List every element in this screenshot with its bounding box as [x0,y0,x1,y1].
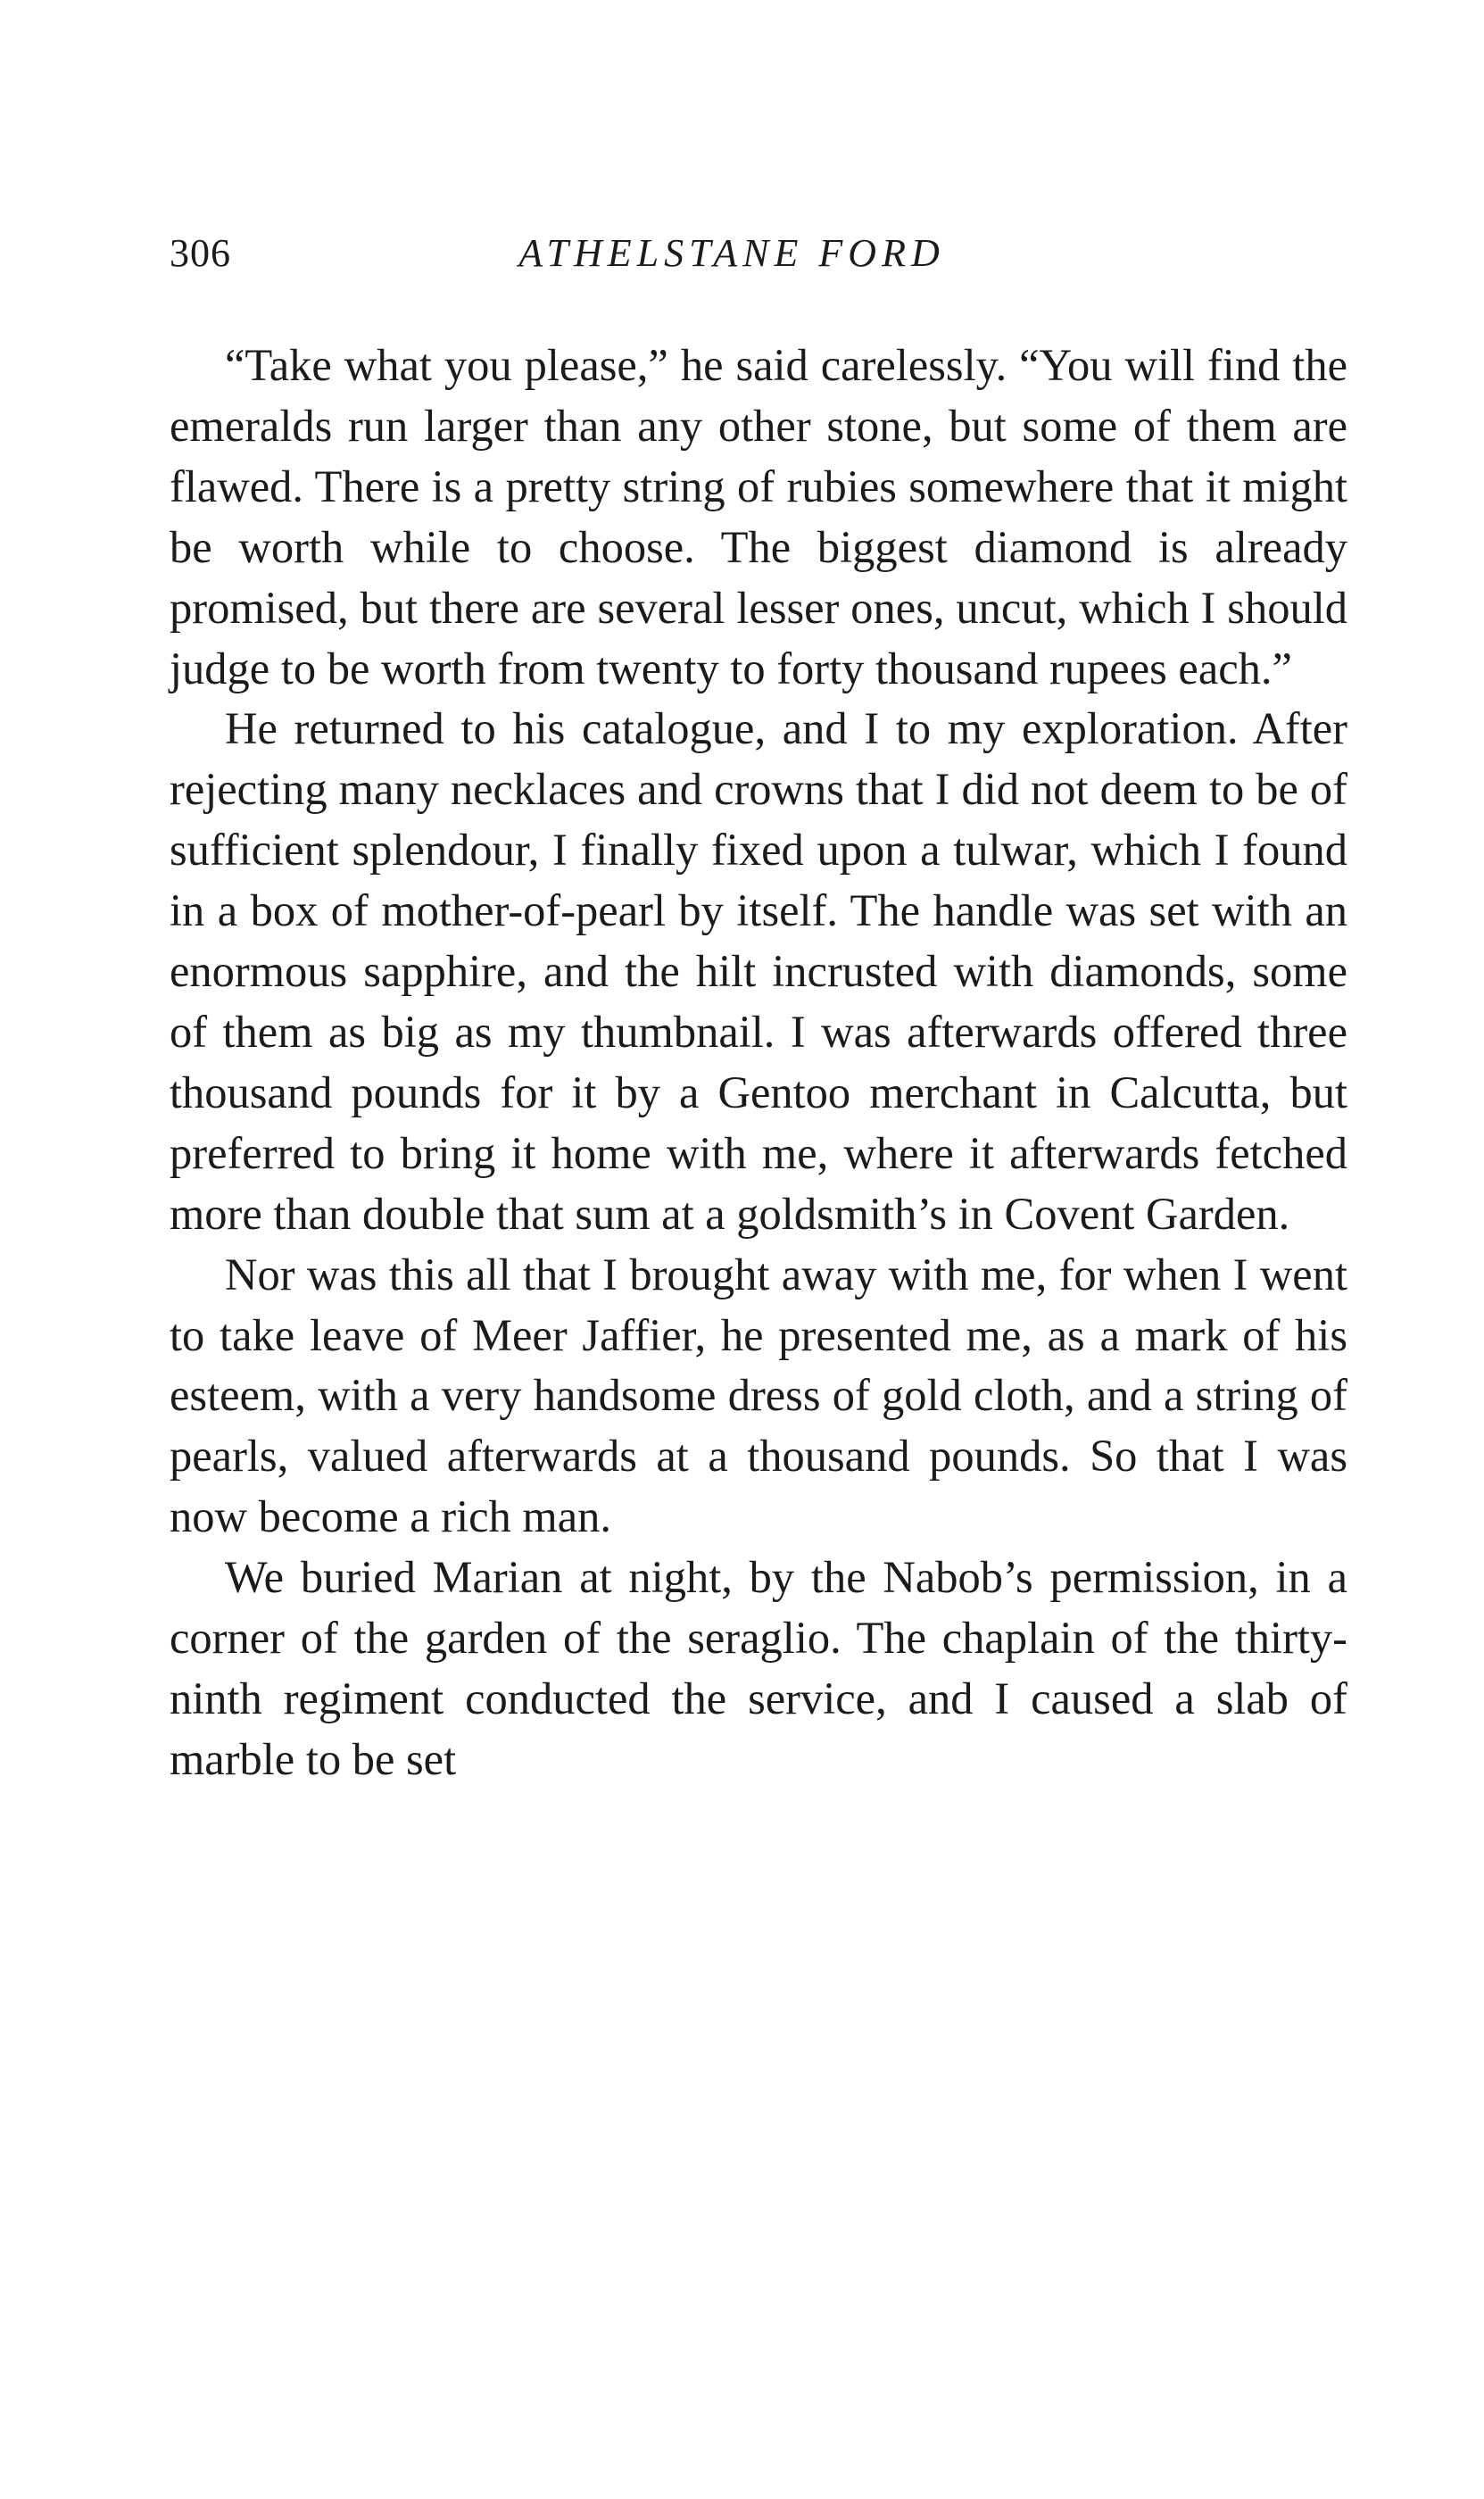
paragraph: He returned to his catalogue, and I to my exploration. After rejecting many necklaces and crowns that I did not deem to be of sufficient splendour, I finally fixed upon a tulwar, which I found in a box of mother-of-pearl by itself. The handle was set with an enormous sapphire, and the hilt incrusted with diamonds, some of them as big as my thumbnail. I was afterwards offered three thousand pounds for it by a Gentoo merchant in Calcutta, but preferred to bring it home with me, where it afterwards fetched more than double that sum at a goldsmith’s in Covent Garden. [170,703,1347,1239]
paragraph: “Take what you please,” he said carelessly. “You will find the emeralds run larger than any other stone, but some of them are flawed. There is a pretty string of rubies somewhere that it might be worth while to choose. The biggest diamond is already promised, but there are several lesser ones, uncut, which I should judge to be worth from twenty to forty thousand rupees each.” [170,340,1347,693]
paragraph: Nor was this all that I brought away with me, for when I went to take leave of Meer Jaffier, he presented me, as a mark of his esteem, with a very handsome dress of gold cloth, and a string of pearls, valued afterwards at a thousand pounds. So that I was now become a rich man. [170,1249,1347,1542]
page-number: 306 [170,231,231,275]
paragraph: We buried Marian at night, by the Nabob’s permission, in a corner of the garden of the seraglio. The chaplain of the thirty-ninth regiment conducted the service, and I caused a slab of marble to be set [170,1552,1347,1784]
body-text [170,336,1347,1790]
running-head [170,230,1347,284]
running-title: ATHELSTANE FORD [518,231,945,275]
